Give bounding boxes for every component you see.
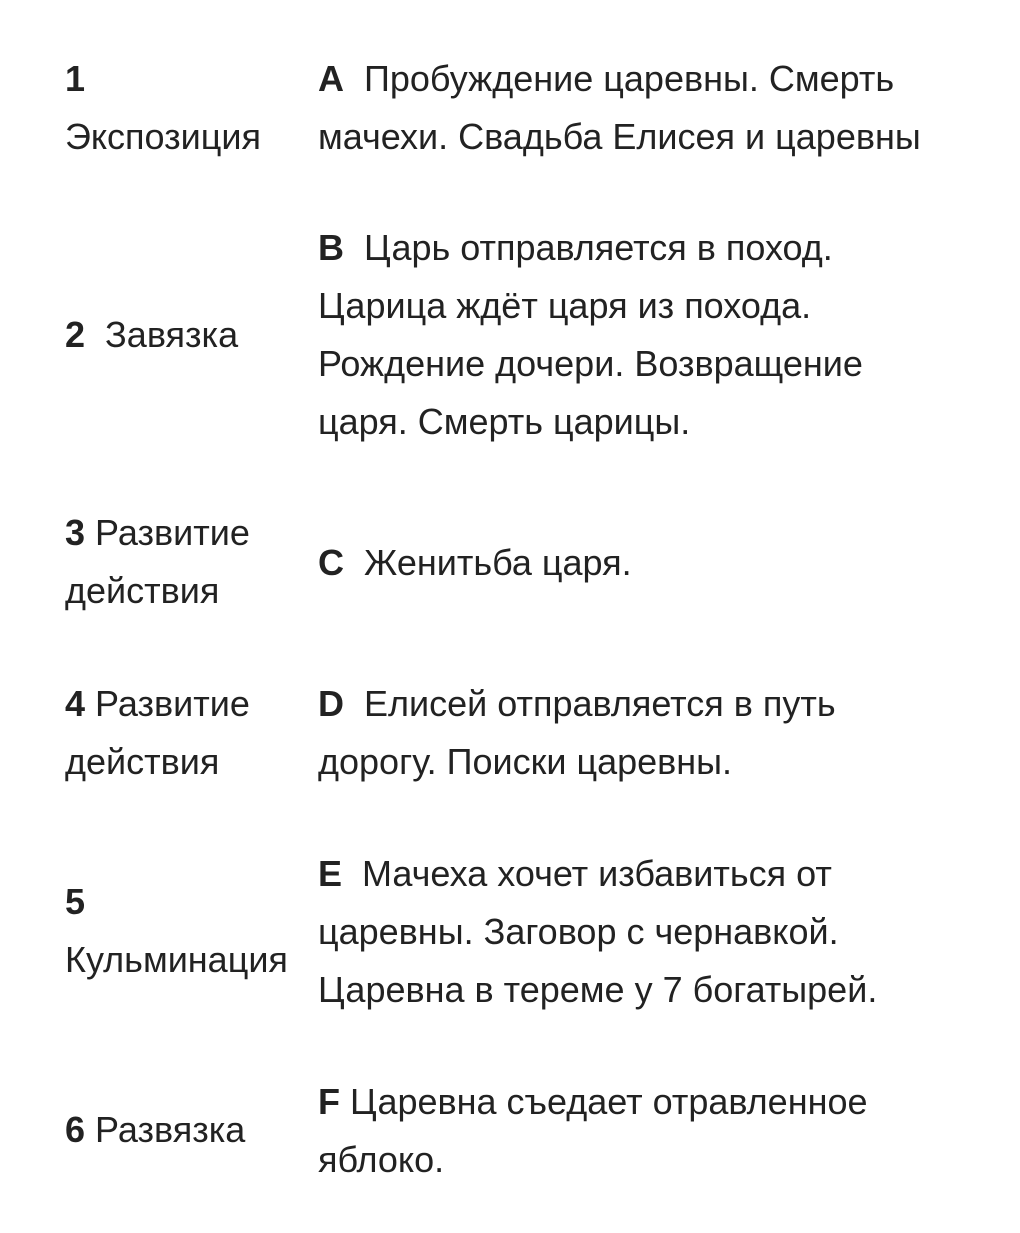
- event-text: Елисей отправляется в путь дорогу. Поиски царевны.: [318, 683, 836, 782]
- event-cell-b: [318, 219, 938, 451]
- event-letter: E: [318, 853, 343, 894]
- event-cell-e: [318, 845, 948, 1019]
- stage-cell-4: [65, 675, 295, 791]
- stage-cell-6: [65, 1101, 315, 1159]
- stage-label: Развязка: [95, 1109, 246, 1150]
- stage-number: 4: [65, 683, 86, 724]
- event-text: Царь отправляется в поход. Царица ждёт царя из похода. Рождение дочери. Возвращение царя. Смерть царицы.: [318, 227, 863, 442]
- stage-label: Завязка: [105, 314, 239, 355]
- event-cell-a: [318, 50, 998, 166]
- event-letter: C: [318, 542, 344, 583]
- event-cell-f: [318, 1073, 938, 1189]
- event-letter: F: [318, 1081, 340, 1122]
- stage-number: 6: [65, 1109, 86, 1150]
- stage-label: Развитие действия: [65, 683, 250, 782]
- event-cell-c: [318, 534, 998, 592]
- event-text: Женитьба царя.: [364, 542, 632, 583]
- stage-cell-2: [65, 306, 315, 364]
- stage-label: Развитие действия: [65, 512, 250, 611]
- event-letter: A: [318, 58, 344, 99]
- stage-cell-3: [65, 504, 295, 620]
- event-text: Мачеха хочет избавиться от царевны. Заговор с чернавкой. Царевна в тереме у 7 богатырей.: [318, 853, 878, 1010]
- event-letter: B: [318, 227, 344, 268]
- stage-number: 3: [65, 512, 86, 553]
- event-cell-d: [318, 675, 918, 791]
- stage-number: 5: [65, 881, 86, 922]
- event-text: Пробуждение царевны. Смерть мачехи. Свадьба Елисея и царевны: [318, 58, 921, 157]
- stage-cell-1: [65, 50, 315, 166]
- stage-cell-5: [65, 873, 315, 989]
- stage-label: Кульминация: [65, 939, 288, 980]
- stage-number: 2: [65, 314, 86, 355]
- event-text: Царевна съедает отравленное яблоко.: [318, 1081, 868, 1180]
- stage-label: Экспозиция: [65, 116, 261, 157]
- event-letter: D: [318, 683, 344, 724]
- stage-number: 1: [65, 58, 86, 99]
